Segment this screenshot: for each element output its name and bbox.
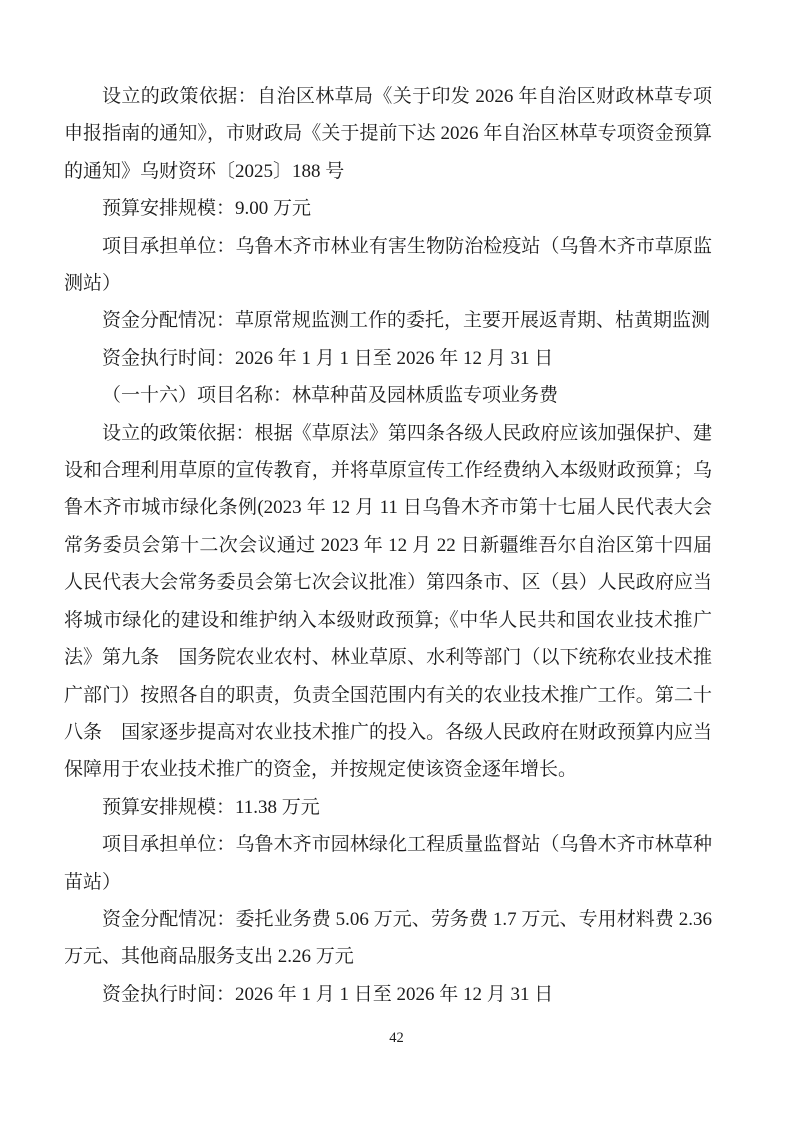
paragraph [64, 826, 712, 901]
paragraph [64, 190, 712, 227]
text-line: 项目承担单位：乌鲁木齐市林业有害生物防治检疫站（乌鲁木齐市草原监 [102, 235, 712, 257]
paragraph [64, 415, 712, 789]
text-line: 常务委员会第十二次会议通过 2023 年 12 月 22 日新疆维吾尔自治区第十四届 [64, 534, 712, 556]
text-line: 设立的政策依据：自治区林草局《关于印发 2026 年自治区财政林草专项 [102, 86, 712, 107]
text-line: 设和合理利用草原的宣传教育，并将草原宣传工作经费纳入本级财政预算；乌 [64, 460, 712, 482]
text-line: 法》第九条 国务院农业农村、林业草原、水利等部门（以下统称农业技术推 [64, 647, 712, 669]
paragraph [64, 377, 712, 414]
text-line: 项目承担单位：乌鲁木齐市园林绿化工程质量监督站（乌鲁木齐市林草种 [102, 834, 712, 856]
paragraph [64, 789, 712, 826]
page-number: 42 [389, 1030, 404, 1046]
text-line: 资金分配情况：委托业务费 5.06 万元、劳务费 1.7 万元、专用材料费 2.36 [102, 908, 712, 930]
text-line: 万元、其他商品服务支出 2.26 万元 [64, 946, 354, 968]
text-line: 预算安排规模：9.00 万元 [102, 198, 312, 220]
text-line: 鲁木齐市城市绿化条例(2023 年 12 月 11 日乌鲁木齐市第十七届人民代表大会 [64, 497, 712, 519]
text-line: 人民代表大会常务委员会第七次会议批准）第四条市、区（县）人民政府应当 [64, 572, 712, 594]
document-body [64, 78, 712, 1013]
text-line: 资金执行时间：2026 年 1 月 1 日至 2026 年 12 月 31 日 [102, 983, 554, 1005]
text-line: 将城市绿化的建设和维护纳入本级财政预算;《中华人民共和国农业技术推广 [64, 609, 712, 631]
text-line: 预算安排规模：11.38 万元 [102, 796, 320, 818]
text-line: 资金分配情况：草原常规监测工作的委托，主要开展返青期、枯黄期监测 [102, 310, 711, 332]
paragraph [64, 78, 712, 190]
text-line: 设立的政策依据：根据《草原法》第四条各级人民政府应该加强保护、建 [102, 422, 712, 444]
paragraph [64, 901, 712, 976]
paragraph [64, 976, 712, 1013]
text-line: 资金执行时间：2026 年 1 月 1 日至 2026 年 12 月 31 日 [102, 347, 554, 369]
text-line: 测站） [64, 273, 122, 295]
paragraph [64, 340, 712, 377]
paragraph [64, 228, 712, 303]
text-line: 申报指南的通知》，市财政局《关于提前下达 2026 年自治区林草专项资金预算 [64, 123, 712, 145]
paragraph [64, 302, 712, 339]
text-line: 广部门）按照各自的职责，负责全国范围内有关的农业技术推广工作。第二十 [64, 684, 712, 706]
text-line: 保障用于农业技术推广的资金，并按规定使该资金逐年增长。 [64, 759, 578, 781]
text-line: 苗站） [64, 871, 122, 893]
text-line: 的通知》乌财资环〔2025〕188 号 [64, 160, 345, 182]
text-line: 八条 国家逐步提高对农业技术推广的投入。各级人民政府在财政预算内应当 [64, 721, 712, 743]
page-footer [0, 1028, 793, 1048]
text-line: （一十六）项目名称：林草种苗及园林质监专项业务费 [102, 385, 559, 407]
